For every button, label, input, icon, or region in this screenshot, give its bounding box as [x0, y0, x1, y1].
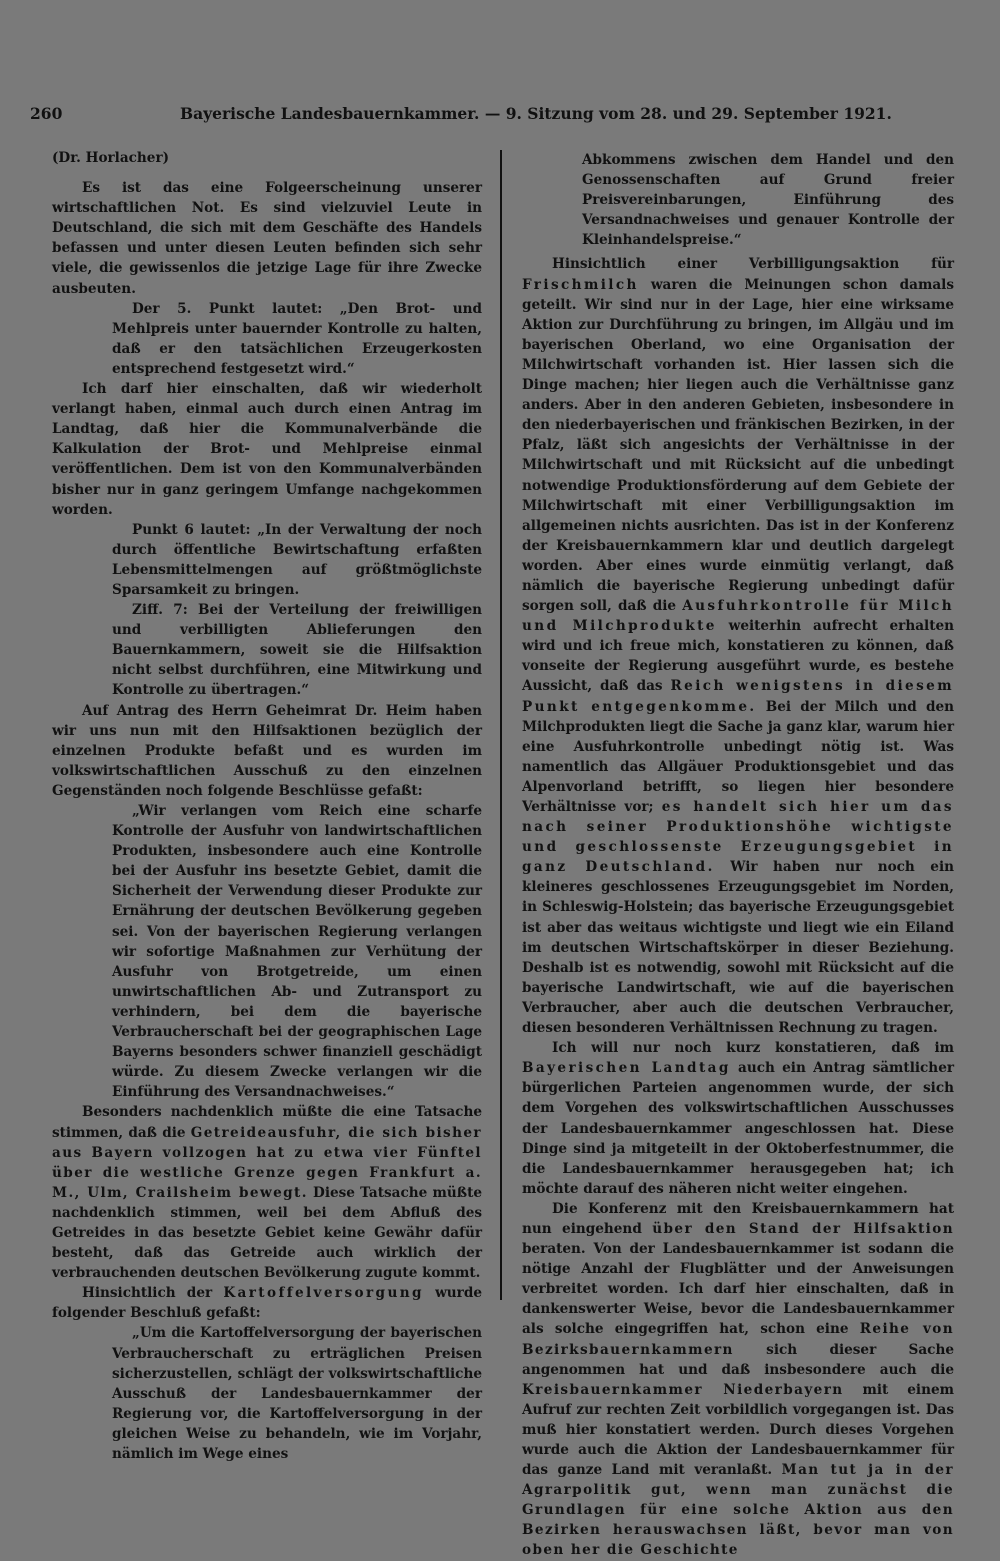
quote-paragraph: Ziff. 7: Bei der Verteilung der freiwilligen und verbilligten Ablieferungen den Bauernkammern, soweit sie die Hilfsaktion nicht selbst durchführen, eine Mitwirkung und Kontrolle zu übertragen.“: [112, 602, 482, 699]
page-header: [30, 104, 892, 128]
text-run: Bei der Milch und den Milchprodukten liegt die Sache ja ganz klar, warum hier eine Ausfuhrkontrolle unbedingt nötig ist. Was namentlich das Allgäuer Produktionsgebiet und das Alpenvorland betrifft, so liegen hier besondere Verhältnisse vor;: [522, 698, 954, 815]
text-run: Hinsichtlich einer Verbilligungsaktion für: [552, 256, 954, 273]
paragraph: [522, 1038, 954, 1199]
text-run: weiterhin aufrecht erhalten wird und ich freue mich, konstatieren zu können, daß vonseite der Regierung ausgeführt wurde, es bestehe Aussicht, daß das: [522, 618, 954, 695]
paragraph: Es ist das eine Folgeerscheinung unserer wirtschaftlichen Not. Es sind vielzuviel Leute in Deutschland, die sich mit dem Geschäfte des Handels befassen und unter diesen Leuten befinden sich sehr viele, die gewissenlos die jetzige Lage für ihre Zwecke ausbeuten.: [52, 180, 482, 297]
text-run: Die Konferenz mit den Kreisbauernkammern hat nun eingehend: [522, 1200, 954, 1237]
column-divider: [500, 150, 502, 1300]
spaced-emphasis: es handelt sich hier um das nach seiner Produktionshöhe wichtigste und geschlossenste Erzeugungsgebiet in ganz Deutschland.: [522, 799, 954, 876]
spaced-emphasis: Reihe von Bezirksbauernkammern: [522, 1321, 954, 1358]
spaced-emphasis: Kreisbauernkammer Niederbayern: [522, 1381, 844, 1398]
quote-paragraph: „Um die Kartoffelversorgung der bayerischen Verbraucherschaft zu erträglichen Preisen sicherzustellen, schlägt der volkswirtschaftliche Ausschuß der Landesbauernkammer der Regierung vor, die Kartoffelversorgung in der gleichen Weise zu behandeln, wie im Vorjahr, nämlich im Wege eines: [112, 1325, 482, 1462]
text-run: Diese Tatsache müßte nachdenklich stimmen, weil bei dem Abfluß des Getreides in das besetzte Gebiet keine Gewähr dafür besteht, daß das Getreide auch wirklich der verbrauchenden deutschen Bevölkerung zugute kommt.: [52, 1184, 482, 1282]
paragraph: Ich darf hier einschalten, daß wir wiederholt verlangt haben, einmal auch durch einen Antrag im Landtag, daß hier die Kommunalverbände die Kalkulation der Brot- und Mehlpreise einmal veröffentlichen. Dem ist von den Kommunalverbänden bisher nur in ganz geringem Umfange nachgekommen worden.: [52, 381, 482, 518]
spaced-emphasis: Kartoffelversorgung: [223, 1285, 424, 1302]
text-run: Wir haben nur noch ein kleineres geschlossenes Erzeugungsgebiet im Norden, in Schleswig-Holstein; das bayerische Erzeugungsgebiet ist aber das weitaus wichtigste und liegt wie ein Eiland im deutschen Wirtschaftskörper in dieser Beziehung. Deshalb ist es notwendig, sowohl mit Rücksicht auf die bayerische Landwirtschaft, wie auf die bayerischen Verbraucher, aber auch die deutschen Verbraucher, diesen besonderen Verhältnissen Rechnung zu tragen.: [522, 859, 954, 1037]
left-column: [52, 148, 482, 1464]
text-run: mit einem Aufruf zur rechten Zeit vorbildlich vorgegangen ist. Das muß hier konstatiert werden. Durch dieses Vorgehen wurde auch die Aktion der Landesbauernkammer für das ganze Land mit veranlaßt.: [522, 1381, 954, 1479]
paragraph: [52, 1283, 482, 1323]
spaced-emphasis: Reich wenigstens in diesem Punkt entgegenkomme.: [522, 678, 954, 715]
right-column: [522, 150, 954, 1561]
quote-paragraph: Punkt 6 lautet: „In der Verwaltung der noch durch öffentliche Bewirtschaftung erfaßten Lebensmittelmengen auf größtmöglichste Sparsamkeit zu bringen.: [112, 521, 482, 598]
spaced-emphasis: Bayerischen Landtag: [522, 1060, 731, 1077]
text-run: auch ein Antrag sämtlicher bürgerlichen Parteien angenommen wurde, der sich dem Vorgehen des volkswirtschaftlichen Ausschusses der Landesbauernkammer angeschlossen hat. Diese Dinge sind ja mitgeteilt in der Oktoberfestnummer, die die Landesbauernkammer herausgegeben hat; ich möchte darauf des näheren nicht weiter eingehen.: [522, 1060, 954, 1197]
text-run: Hinsichtlich der: [82, 1285, 224, 1302]
paragraph: [522, 254, 954, 1038]
quote-paragraph: Der 5. Punkt lautet: „Den Brot- und Mehlpreis unter bauernder Kontrolle zu halten, daß er den tatsächlichen Erzeugerkosten entsprechend festgesetzt wird.“: [112, 300, 482, 377]
spaced-emphasis: Man tut ja in der Agrarpolitik gut, wenn man zunächst die Grundlagen für eine solche Aktion aus den Bezirken herauswachsen läßt, bevor man von oben her die Geschichte: [522, 1462, 954, 1559]
spaced-emphasis: Ausfuhrkontrolle für Milch und Milchprodukte: [522, 598, 954, 635]
text-run: beraten. Von der Landesbauernkammer ist sodann die nötige Anzahl der Flugblätter und der Anweisungen verbreitet worden. Ich darf hier einschalten, daß in dankenswerter Weise, bevor die Landesbauernkammer als solche eingegriffen hat, schon eine: [522, 1241, 954, 1338]
spaced-emphasis: Frischmilch: [522, 276, 639, 293]
text-run: wurde folgender Beschluß gefaßt:: [52, 1285, 482, 1322]
paragraph: Auf Antrag des Herrn Geheimrat Dr. Heim haben wir uns nun mit den Hilfsaktionen bezüglich der einzelnen Produkte befaßt und es wurden im volkswirtschaftlichen Ausschuß zu den einzelnen Gegenständen noch folgende Beschlüsse gefaßt:: [52, 702, 482, 799]
paragraph: [522, 1199, 954, 1561]
speaker-label: (Dr. Horlacher): [52, 150, 170, 166]
running-title: Bayerische Landesbauernkammer. — 9. Sitzung vom 28. und 29. September 1921.: [180, 104, 892, 123]
text-run: waren die Meinungen schon damals geteilt. Wir sind nur in der Lage, hier eine wirksame Aktion zur Durchführung zu bringen, im Allgäu und im bayerischen Oberland, wo eine Organisation der Milchwirtschaft vorhanden ist. Hier lassen sich die Dinge machen; hier liegen auch die Verhältnisse ganz anders. Aber in den anderen Gebieten, insbesondere in den niederbayerischen und fränkischen Bezirken, in der Pfalz, läßt sich angesichts der Verhältnisse in der Milchwirtschaft und mit Rücksicht auf die unbedingt notwendige Produktionsförderung auf dem Gebiete der Milchwirtschaft mit einer Verbilligungsaktion im allgemeinen nichts ausrichten. Das ist in der Konferenz der Kreisbauernkammern klar und deutlich dargelegt worden. Aber eines wurde einmütig verlangt, daß nämlich die bayerische Regierung unbedingt dafür sorgen soll, daß die: [522, 276, 954, 615]
spaced-emphasis: über den Stand der Hilfsaktion: [652, 1220, 954, 1237]
spaced-emphasis: Getreideausfuhr, die sich bisher aus Bayern vollzogen hat zu etwa vier Fünftel über die westliche Grenze gegen Frankfurt a. M., Ulm, Crailsheim bewegt.: [52, 1124, 482, 1201]
text-run: Besonders nachdenklich müßte die eine Tatsache stimmen, daß die: [52, 1104, 482, 1141]
quote-continuation: Abkommens zwischen dem Handel und den Genossenschaften auf Grund freier Preisvereinbarungen, Einführung des Versandnachweises und genauer Kontrolle der Kleinhandelspreise.“: [582, 152, 954, 249]
text-run: Ich will nur noch kurz konstatieren, daß im: [552, 1040, 954, 1057]
page-number: 260: [30, 104, 63, 123]
paragraph: [52, 1102, 482, 1283]
quote-paragraph: „Wir verlangen vom Reich eine scharfe Kontrolle der Ausfuhr von landwirtschaftlichen Produkten, insbesondere auch eine Kontrolle bei der Ausfuhr ins besetzte Gebiet, damit die Sicherheit der Verwendung dieser Produkte zur Ernährung der deutschen Bevölkerung gegeben sei. Von der bayerischen Regierung verlangen wir sofortige Maßnahmen zur Verhütung der Ausfuhr von Brotgetreide, um einen unwirtschaftlichen Ab- und Zutransport zu verhindern, bei dem die bayerische Verbraucherschaft bei der geographischen Lage Bayerns besonders schwer finanziell geschädigt würde. Zu diesem Zwecke verlangen wir die Einführung des Versandnachweises.“: [112, 803, 482, 1101]
text-run: sich dieser Sache angenommen hat und daß insbesondere auch die: [522, 1341, 954, 1378]
